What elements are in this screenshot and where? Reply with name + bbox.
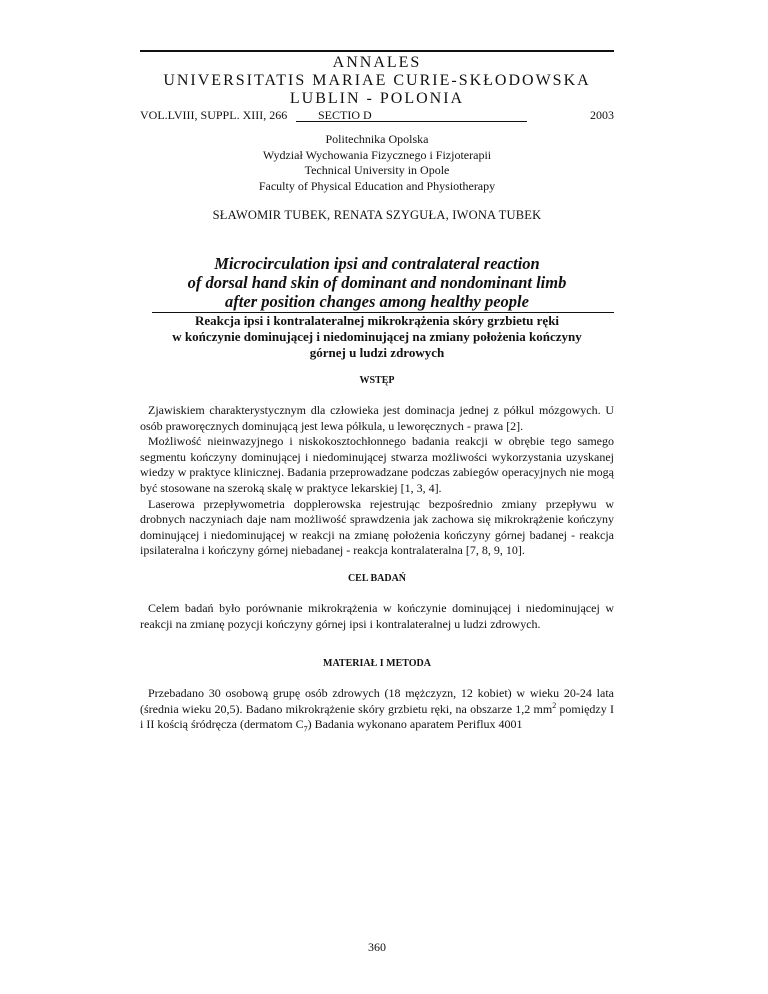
title-line: Microcirculation ipsi and contralateral reaction <box>214 254 540 273</box>
intro-text <box>140 403 614 559</box>
title-line: after position changes among healthy people <box>225 292 529 311</box>
page-number: 360 <box>368 940 386 954</box>
paper-title <box>140 254 614 311</box>
method-text <box>140 686 614 733</box>
subscript: 7 <box>303 724 308 734</box>
aim-text <box>140 601 614 632</box>
header-top-rule <box>140 50 614 52</box>
method-text-part: pomiędzy I i II kością śródręcza (dermatom C <box>140 701 614 732</box>
subtitle-line: Reakcja ipsi i kontralateralnej mikrokrążenia skóry grzbietu ręki <box>194 313 560 328</box>
section-info: SECTIO D <box>318 108 372 122</box>
paragraph: Możliwość nieinwazyjnego i niskokosztochłonnego badania reakcji w obrębie tego samego segmentu kończyny dominującej i niedominującej stwarza możliwości wykorzystania uzyskanej wiedzy w praktyce klinicznej. Badania przeprowadzane podczas zabiegów operacyjnych nie mogą być stosowane na szeroką skalę w praktyce lekarskiej [1, 3, 4]. <box>140 434 614 495</box>
affiliation-block <box>140 132 614 194</box>
paragraph: Celem badań było porównanie mikrokrążenia w kończynie dominującej i niedominującej w reakcji na zmianę pozycji kończyny górnej ipsi i kontralateralnej u ludzi zdrowych. <box>140 601 614 631</box>
affiliation-line: Politechnika Opolska <box>325 132 429 146</box>
section-heading-method: MATERIAŁ I METODA <box>323 658 431 669</box>
paper-subtitle <box>140 313 614 361</box>
volume-info: VOL.LVIII, SUPPL. XIII, 266 <box>140 108 288 122</box>
journal-name-line2: UNIVERSITATIS MARIAE CURIE-SKŁODOWSKA <box>163 72 591 89</box>
subtitle-line: w kończynie dominującej i niedominującej na zmiany położenia kończyny <box>172 329 582 344</box>
affiliation-line: Faculty of Physical Education and Physiotherapy <box>258 178 496 193</box>
paragraph: Zjawiskiem charakterystycznym dla człowieka jest dominacja jednej z półkul mózgowych. U osób praworęcznych dominującą jest lewa półkula, u leworęcznych - prawa [2]. <box>140 403 614 433</box>
affiliation-line: Technical University in Opole <box>304 163 450 177</box>
journal-name-line3: LUBLIN - POLONIA <box>289 90 465 107</box>
section-heading-aim: CEL BADAŃ <box>347 573 407 584</box>
year-info: 2003 <box>590 108 614 122</box>
paragraph <box>140 686 614 733</box>
subtitle-line: górnej u ludzi zdrowych <box>309 345 445 360</box>
journal-name-line1: ANNALES <box>332 54 422 71</box>
affiliation-line: Wydział Wychowania Fizycznego i Fizjoterapii <box>262 147 492 162</box>
volume-rule <box>296 121 527 122</box>
superscript: 2 <box>552 700 557 710</box>
method-text-part: Przebadano 30 osobową grupę osób zdrowych (18 mężczyzn, 12 kobiet) w wieku 20-24 lata (średnia wieku 20,5). Badano mikrokrążenie skóry grzbietu ręki, na obszarze 1,2 mm <box>140 686 614 716</box>
section-heading-intro: WSTĘP <box>359 375 395 386</box>
method-text-part: ) Badania wykonano aparatem Periflux 4001 <box>307 717 523 732</box>
authors: SŁAWOMIR TUBEK, RENATA SZYGUŁA, IWONA TUBEK <box>212 208 542 222</box>
title-line: of dorsal hand skin of dominant and nondominant limb <box>187 273 567 292</box>
paragraph: Laserowa przepływometria dopplerowska rejestrując bezpośrednio zmiany przepływu w drobnych naczyniach daje nam możliwość sprawdzenia jak zachowa się mikrokrążenie kończyny dominującej i niedominującej w reakcji na zmianę położenia kończyny górnej badanej - reakcja ipsilateralna i kończyny górnej niebadanej - reakcja kontralateralna [7, 8, 9, 10]. <box>140 496 614 558</box>
